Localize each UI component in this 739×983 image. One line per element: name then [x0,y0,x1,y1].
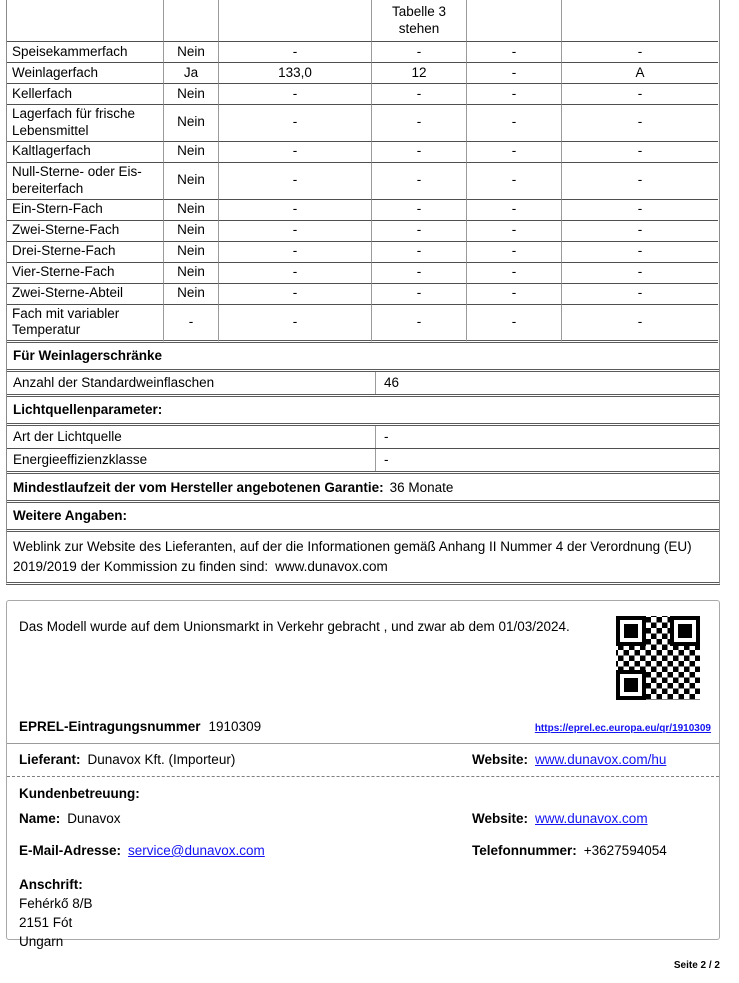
qr-finder-icon [620,674,642,696]
compartment-present-cell: Nein [164,105,219,142]
support-website-label: Website: [472,811,529,826]
compartment-class-cell: - [562,105,718,142]
address-line: Ungarn [19,934,64,950]
compartment-name-cell: Null-Sterne- oder Eis-bereiterfach [7,163,164,200]
compartment-volume-cell: - [219,142,372,163]
header-cell [219,0,372,42]
address-line: Fehérkő 8/B [19,896,93,912]
compartment-temp-cell: - [372,142,467,163]
compartment-name-cell: Weinlagerfach [7,63,164,84]
header-cell [164,0,219,42]
compartment-temp-cell: - [372,284,467,305]
compartment-present-cell: Nein [164,42,219,63]
compartment-cell: - [467,105,562,142]
compartment-name-cell: Kellerfach [7,84,164,105]
compartment-volume-cell: - [219,84,372,105]
support-name-value: Dunavox [67,811,121,826]
supplier-value: Dunavox Kft. (Importeur) [87,752,236,767]
support-name-label: Name: [19,811,61,826]
table-header-row [7,0,719,42]
compartment-volume-cell: - [219,163,372,200]
compartment-cell: - [467,305,562,344]
compartment-name-cell: Lagerfach für frische Lebensmittel [7,105,164,142]
eprel-number-group [19,719,261,734]
compartment-temp-cell: - [372,42,467,63]
light-class-label: Energieeffizienzklasse [7,449,376,471]
compartment-spec-table [6,0,720,585]
support-website-link[interactable]: www.dunavox.com [535,811,648,826]
compartment-volume-cell: - [219,242,372,263]
support-name-row [15,803,711,835]
compartment-class-cell: - [562,284,718,305]
header-cell [562,0,718,42]
compartment-temp-cell: - [372,242,467,263]
section-header-light: Lichtquellenparameter: [7,397,719,426]
compartment-volume-cell: - [219,263,372,284]
address-line: 2151 Fót [19,915,73,931]
warranty-value: 36 Monate [389,479,454,495]
warranty-row [7,474,719,504]
compartment-class-cell: - [562,263,718,284]
table-row [7,242,719,263]
compartment-cell: - [467,263,562,284]
warranty-label: Mindestlaufzeit der vom Hersteller angebotenen Garantie: [13,479,384,495]
compartment-volume-cell: 133,0 [219,63,372,84]
compartment-cell: - [467,284,562,305]
compartment-volume-cell: - [219,221,372,242]
compartment-cell: - [467,200,562,221]
header-cell [7,0,164,42]
compartment-name-cell: Ein-Stern-Fach [7,200,164,221]
support-contact-row [15,835,711,867]
compartment-temp-cell: - [372,105,467,142]
compartment-temp-cell: - [372,305,467,344]
compartment-class-cell: - [562,200,718,221]
compartment-name-cell: Drei-Sterne-Fach [7,242,164,263]
compartment-cell: - [467,42,562,63]
table-row [7,200,719,221]
compartment-present-cell: Nein [164,163,219,200]
compartment-present-cell: Nein [164,142,219,163]
eprel-row [15,715,711,743]
compartment-cell: - [467,142,562,163]
table-row [7,105,719,142]
compartment-present-cell: Nein [164,242,219,263]
support-phone-label: Telefonnummer: [472,843,577,858]
compartment-name-cell: Zwei-Sterne-Fach [7,221,164,242]
compartment-present-cell: Nein [164,200,219,221]
compartment-present-cell: Nein [164,84,219,105]
compartment-volume-cell: - [219,284,372,305]
compartment-name-cell: Speisekammerfach [7,42,164,63]
supplier-website-label: Website: [472,752,529,767]
compartment-class-cell: - [562,305,718,344]
compartment-temp-cell: - [372,221,467,242]
compartment-name-cell: Kaltlagerfach [7,142,164,163]
compartment-class-cell: - [562,242,718,263]
compartment-class-cell: - [562,42,718,63]
compartment-temp-cell: - [372,163,467,200]
eprel-number: 1910309 [208,719,262,734]
support-website-group [472,811,711,826]
support-phone-group [472,843,711,858]
compartment-class-cell: - [562,84,718,105]
header-cell-note: Tabelle 3 stehen [372,0,467,42]
table-row [7,305,719,344]
compartment-volume-cell: - [219,42,372,63]
compartment-volume-cell: - [219,200,372,221]
section-header-wine: Für Weinlagerschränke [7,343,719,372]
light-class-row [7,449,719,474]
compartment-class-cell: A [562,63,718,84]
supplier-group [19,752,472,767]
compartment-volume-cell: - [219,305,372,344]
support-email-label: E-Mail-Adresse: [19,843,122,858]
support-phone-value: +3627594054 [583,843,667,858]
table-row [7,42,719,63]
table-row [7,163,719,200]
compartment-temp-cell: 12 [372,63,467,84]
header-cell [467,0,562,42]
support-email-link[interactable]: service@dunavox.com [128,843,265,858]
compartment-present-cell: Nein [164,263,219,284]
table-row [7,142,719,163]
eprel-label: EPREL-Eintragungsnummer [19,719,201,734]
support-header: Kundenbetreuung: [19,786,140,801]
market-statement-row [15,613,711,715]
bottles-value: 46 [384,375,400,391]
compartment-present-cell: Nein [164,284,219,305]
qr-finder-icon [620,620,642,642]
bottles-row [7,372,719,397]
supplier-row [15,744,711,776]
table-row [7,63,719,84]
compartment-class-cell: - [562,221,718,242]
qr-code [616,616,700,700]
registration-info-box [6,600,720,950]
market-statement: Das Modell wurde auf dem Unionsmarkt in Verkehr gebracht , und zwar ab dem 01/03/2024. [19,619,570,634]
compartment-present-cell: Nein [164,221,219,242]
light-class-value: - [384,451,389,467]
table-row [7,221,719,242]
compartment-table-body [7,42,719,343]
light-type-label: Art der Lichtquelle [7,426,376,448]
address-label: Anschrift: [19,877,83,892]
eprel-qr-link[interactable]: https://eprel.ec.europa.eu/qr/1910309 [534,723,711,734]
weblink-row [7,532,719,582]
bottles-label: Anzahl der Standardweinflaschen [7,372,376,394]
supplier-website-link[interactable]: www.dunavox.com/hu [535,752,667,767]
table-row [7,284,719,305]
table-row [7,263,719,284]
weblink-label: Weblink zur Website des Lieferanten, auf der die Informationen gemäß Anhang II Nummer 4 der Verordnung (EU) 2019/2019 der Kommission zu finden sind: [13,539,692,574]
compartment-present-cell: Ja [164,63,219,84]
supplier-website-group [472,752,711,767]
support-email-group [19,843,472,858]
light-type-row [7,426,719,449]
light-type-value: - [384,428,389,444]
compartment-class-cell: - [562,142,718,163]
supplier-label: Lieferant: [19,752,81,767]
section-header-more: Weitere Angaben: [7,503,719,532]
compartment-cell: - [467,221,562,242]
compartment-temp-cell: - [372,200,467,221]
compartment-class-cell: - [562,163,718,200]
compartment-name-cell: Vier-Sterne-Fach [7,263,164,284]
compartment-cell: - [467,242,562,263]
compartment-cell: - [467,63,562,84]
page-number: Seite 2 / 2 [673,960,720,971]
compartment-name-cell: Fach mit variabler Temperatur [7,305,164,344]
address-block [15,867,711,952]
compartment-name-cell: Zwei-Sterne-Abteil [7,284,164,305]
compartment-cell: - [467,84,562,105]
compartment-cell: - [467,163,562,200]
compartment-temp-cell: - [372,263,467,284]
compartment-present-cell: - [164,305,219,344]
weblink-value: www.dunavox.com [275,558,388,574]
compartment-volume-cell: - [219,105,372,142]
compartment-temp-cell: - [372,84,467,105]
qr-finder-icon [674,620,696,642]
support-name-group [19,811,472,826]
table-row [7,84,719,105]
